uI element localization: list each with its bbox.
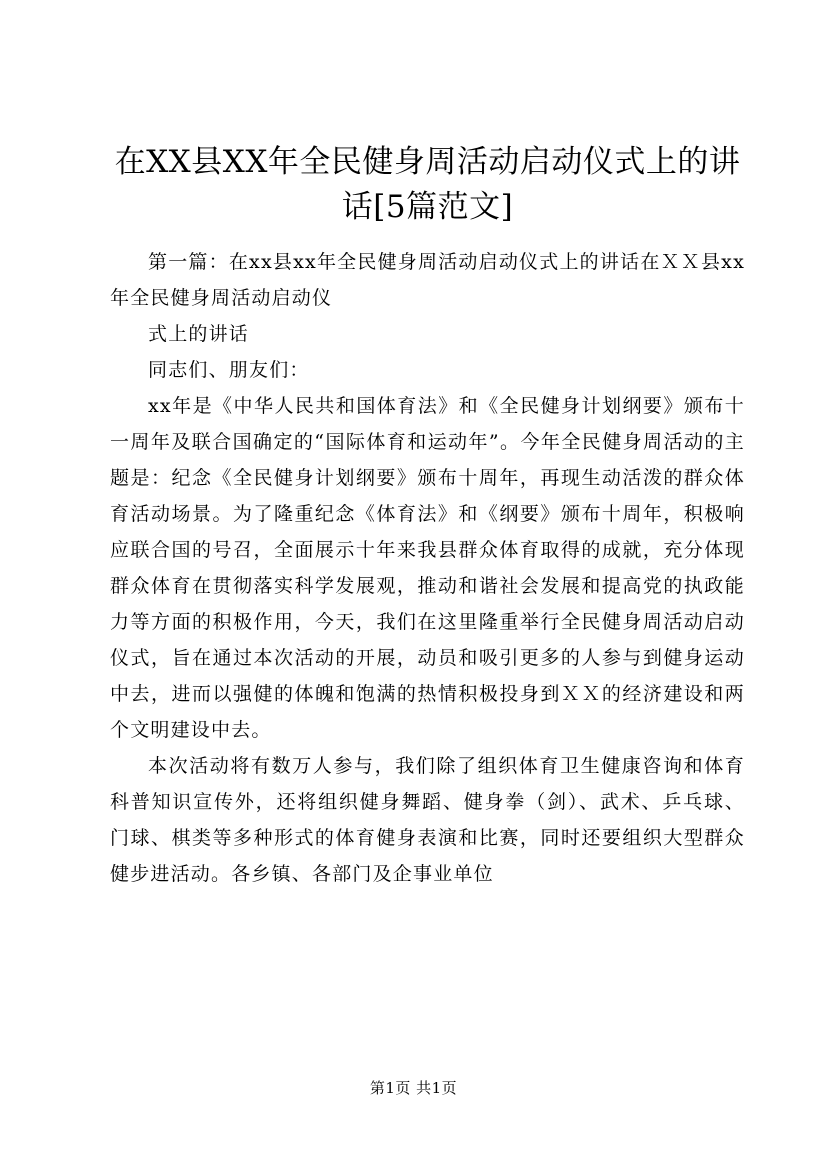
paragraph-body-1: xx年是《中华人民共和国体育法》和《全民健身计划纲要》颁布十一周年及联合国确定的“国际体育和运动年”。今年全民健身周活动的主题是：纪念《全民健身计划纲要》颁布十周年，再现生动活泼的群众体育活动场景。为了隆重纪念《体育法》和《纲要》颁布十周年，积极响应联合国的号召，全面展示十年来我县群众体育取得的成就，充分体现群众体育在贯彻落实科学发展观，推动和谐社会发展和提高党的执政能力等方面的积极作用，今天，我们在这里隆重举行全民健身周活动启动仪式，旨在通过本次活动的开展，动员和吸引更多的人参与到健身运动中去，进而以强健的体魄和饱满的热情积极投身到ＸＸ的经济建设和两个文明建设中去。 <box>110 395 745 741</box>
paragraph-heading-continuation: 式上的讲话 <box>148 323 250 345</box>
page-number-footer: 第1页 共1页 <box>369 1079 458 1097</box>
document-title <box>110 140 745 230</box>
paragraph-heading: 第一篇：在xx县xx年全民健身周活动启动仪式上的讲话在ＸＸ县xx年全民健身周活动启动仪 <box>110 251 745 309</box>
document-body <box>110 244 745 892</box>
document-content <box>110 140 745 892</box>
document-title-line-2: 话[5篇范文] <box>341 189 514 225</box>
paragraph-salutation: 同志们、朋友们： <box>148 359 310 381</box>
paragraph-body-2: 本次活动将有数万人参与，我们除了组织体育卫生健康咨询和体育科普知识宣传外，还将组织健身舞蹈、健身拳（剑）、武术、乒乓球、门球、棋类等多种形式的体育健身表演和比赛，同时还要组织大型群众健步进活动。各乡镇、各部门及企事业单位 <box>110 755 745 885</box>
document-title-line-1: 在XX县XX年全民健身周活动启动仪式上的讲 <box>114 144 741 180</box>
